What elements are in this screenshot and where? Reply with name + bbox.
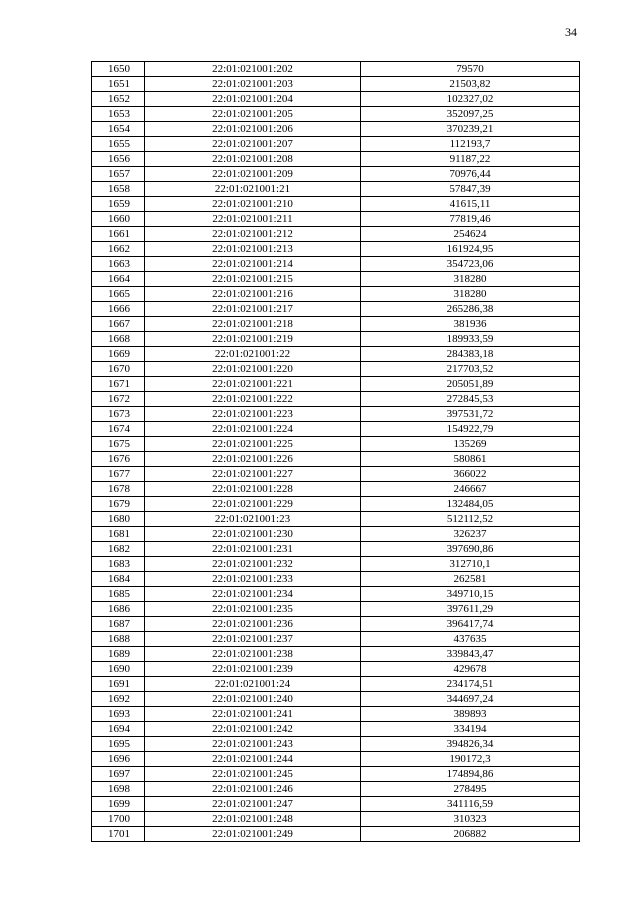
table-row — [92, 512, 580, 527]
row-number-cell: 1694 — [92, 722, 145, 737]
value-cell: 79570 — [361, 62, 580, 77]
row-number-cell: 1692 — [92, 692, 145, 707]
value-cell: 265286,38 — [361, 302, 580, 317]
value-cell: 349710,15 — [361, 587, 580, 602]
row-number-cell: 1658 — [92, 182, 145, 197]
row-number-cell: 1653 — [92, 107, 145, 122]
table-row — [92, 302, 580, 317]
table-row — [92, 377, 580, 392]
table-row — [92, 167, 580, 182]
table-row — [92, 647, 580, 662]
table-row — [92, 287, 580, 302]
cadastral-number-cell: 22:01:021001:219 — [145, 332, 361, 347]
value-cell: 174894,86 — [361, 767, 580, 782]
cadastral-number-cell: 22:01:021001:235 — [145, 602, 361, 617]
value-cell: 397690,86 — [361, 542, 580, 557]
table-row — [92, 812, 580, 827]
table-row — [92, 737, 580, 752]
table-row — [92, 227, 580, 242]
value-cell: 318280 — [361, 287, 580, 302]
table-row — [92, 467, 580, 482]
cadastral-table — [91, 61, 580, 842]
value-cell: 389893 — [361, 707, 580, 722]
table-row — [92, 632, 580, 647]
value-cell: 580861 — [361, 452, 580, 467]
row-number-cell: 1671 — [92, 377, 145, 392]
cadastral-number-cell: 22:01:021001:222 — [145, 392, 361, 407]
row-number-cell: 1690 — [92, 662, 145, 677]
table-row — [92, 782, 580, 797]
table-row — [92, 392, 580, 407]
row-number-cell: 1679 — [92, 497, 145, 512]
row-number-cell: 1686 — [92, 602, 145, 617]
row-number-cell: 1666 — [92, 302, 145, 317]
value-cell: 381936 — [361, 317, 580, 332]
table-row — [92, 617, 580, 632]
table-row — [92, 452, 580, 467]
table-row — [92, 332, 580, 347]
row-number-cell: 1699 — [92, 797, 145, 812]
table-row — [92, 407, 580, 422]
cadastral-number-cell: 22:01:021001:239 — [145, 662, 361, 677]
cadastral-number-cell: 22:01:021001:245 — [145, 767, 361, 782]
cadastral-number-cell: 22:01:021001:216 — [145, 287, 361, 302]
row-number-cell: 1650 — [92, 62, 145, 77]
value-cell: 205051,89 — [361, 377, 580, 392]
table-body — [92, 62, 580, 842]
table-row — [92, 272, 580, 287]
cadastral-number-cell: 22:01:021001:205 — [145, 107, 361, 122]
cadastral-number-cell: 22:01:021001:215 — [145, 272, 361, 287]
table-row — [92, 677, 580, 692]
cadastral-number-cell: 22:01:021001:213 — [145, 242, 361, 257]
cadastral-number-cell: 22:01:021001:208 — [145, 152, 361, 167]
table-row — [92, 707, 580, 722]
table-row — [92, 767, 580, 782]
row-number-cell: 1698 — [92, 782, 145, 797]
page-number: 34 — [565, 25, 577, 39]
cadastral-number-cell: 22:01:021001:207 — [145, 137, 361, 152]
table-row — [92, 602, 580, 617]
cadastral-number-cell: 22:01:021001:242 — [145, 722, 361, 737]
row-number-cell: 1684 — [92, 572, 145, 587]
row-number-cell: 1669 — [92, 347, 145, 362]
row-number-cell: 1662 — [92, 242, 145, 257]
table-row — [92, 572, 580, 587]
table-row — [92, 527, 580, 542]
table-row — [92, 242, 580, 257]
value-cell: 70976,44 — [361, 167, 580, 182]
cadastral-number-cell: 22:01:021001:203 — [145, 77, 361, 92]
row-number-cell: 1654 — [92, 122, 145, 137]
cadastral-number-cell: 22:01:021001:233 — [145, 572, 361, 587]
row-number-cell: 1657 — [92, 167, 145, 182]
value-cell: 77819,46 — [361, 212, 580, 227]
row-number-cell: 1676 — [92, 452, 145, 467]
cadastral-number-cell: 22:01:021001:228 — [145, 482, 361, 497]
table-row — [92, 77, 580, 92]
value-cell: 334194 — [361, 722, 580, 737]
value-cell: 217703,52 — [361, 362, 580, 377]
table-row — [92, 437, 580, 452]
cadastral-number-cell: 22:01:021001:234 — [145, 587, 361, 602]
row-number-cell: 1668 — [92, 332, 145, 347]
row-number-cell: 1660 — [92, 212, 145, 227]
value-cell: 339843,47 — [361, 647, 580, 662]
table-row — [92, 752, 580, 767]
table-row — [92, 557, 580, 572]
row-number-cell: 1672 — [92, 392, 145, 407]
value-cell: 57847,39 — [361, 182, 580, 197]
value-cell: 262581 — [361, 572, 580, 587]
value-cell: 429678 — [361, 662, 580, 677]
row-number-cell: 1682 — [92, 542, 145, 557]
value-cell: 370239,21 — [361, 122, 580, 137]
cadastral-number-cell: 22:01:021001:246 — [145, 782, 361, 797]
row-number-cell: 1675 — [92, 437, 145, 452]
cadastral-number-cell: 22:01:021001:220 — [145, 362, 361, 377]
value-cell: 272845,53 — [361, 392, 580, 407]
table-row — [92, 347, 580, 362]
cadastral-number-cell: 22:01:021001:218 — [145, 317, 361, 332]
table-row — [92, 152, 580, 167]
value-cell: 394826,34 — [361, 737, 580, 752]
table-row — [92, 212, 580, 227]
table-row — [92, 257, 580, 272]
cadastral-number-cell: 22:01:021001:24 — [145, 677, 361, 692]
value-cell: 312710,1 — [361, 557, 580, 572]
cadastral-number-cell: 22:01:021001:247 — [145, 797, 361, 812]
value-cell: 278495 — [361, 782, 580, 797]
cadastral-number-cell: 22:01:021001:243 — [145, 737, 361, 752]
cadastral-number-cell: 22:01:021001:211 — [145, 212, 361, 227]
value-cell: 234174,51 — [361, 677, 580, 692]
table-row — [92, 587, 580, 602]
row-number-cell: 1701 — [92, 827, 145, 842]
cadastral-number-cell: 22:01:021001:214 — [145, 257, 361, 272]
cadastral-number-cell: 22:01:021001:248 — [145, 812, 361, 827]
table-row — [92, 62, 580, 77]
value-cell: 154922,79 — [361, 422, 580, 437]
cadastral-number-cell: 22:01:021001:202 — [145, 62, 361, 77]
row-number-cell: 1691 — [92, 677, 145, 692]
row-number-cell: 1697 — [92, 767, 145, 782]
row-number-cell: 1677 — [92, 467, 145, 482]
row-number-cell: 1680 — [92, 512, 145, 527]
value-cell: 284383,18 — [361, 347, 580, 362]
cadastral-number-cell: 22:01:021001:21 — [145, 182, 361, 197]
row-number-cell: 1673 — [92, 407, 145, 422]
row-number-cell: 1695 — [92, 737, 145, 752]
cadastral-number-cell: 22:01:021001:238 — [145, 647, 361, 662]
row-number-cell: 1674 — [92, 422, 145, 437]
cadastral-number-cell: 22:01:021001:221 — [145, 377, 361, 392]
cadastral-number-cell: 22:01:021001:249 — [145, 827, 361, 842]
cadastral-number-cell: 22:01:021001:236 — [145, 617, 361, 632]
table-row — [92, 497, 580, 512]
row-number-cell: 1664 — [92, 272, 145, 287]
value-cell: 318280 — [361, 272, 580, 287]
value-cell: 189933,59 — [361, 332, 580, 347]
row-number-cell: 1685 — [92, 587, 145, 602]
value-cell: 397611,29 — [361, 602, 580, 617]
value-cell: 437635 — [361, 632, 580, 647]
row-number-cell: 1659 — [92, 197, 145, 212]
value-cell: 161924,95 — [361, 242, 580, 257]
row-number-cell: 1651 — [92, 77, 145, 92]
row-number-cell: 1661 — [92, 227, 145, 242]
table-row — [92, 422, 580, 437]
row-number-cell: 1678 — [92, 482, 145, 497]
cadastral-number-cell: 22:01:021001:226 — [145, 452, 361, 467]
row-number-cell: 1688 — [92, 632, 145, 647]
value-cell: 41615,11 — [361, 197, 580, 212]
row-number-cell: 1656 — [92, 152, 145, 167]
table-row — [92, 827, 580, 842]
row-number-cell: 1683 — [92, 557, 145, 572]
table-row — [92, 692, 580, 707]
cadastral-number-cell: 22:01:021001:223 — [145, 407, 361, 422]
cadastral-number-cell: 22:01:021001:206 — [145, 122, 361, 137]
row-number-cell: 1696 — [92, 752, 145, 767]
value-cell: 246667 — [361, 482, 580, 497]
value-cell: 396417,74 — [361, 617, 580, 632]
value-cell: 132484,05 — [361, 497, 580, 512]
row-number-cell: 1670 — [92, 362, 145, 377]
value-cell: 190172,3 — [361, 752, 580, 767]
cadastral-number-cell: 22:01:021001:23 — [145, 512, 361, 527]
table-row — [92, 797, 580, 812]
value-cell: 112193,7 — [361, 137, 580, 152]
cadastral-number-cell: 22:01:021001:229 — [145, 497, 361, 512]
cadastral-number-cell: 22:01:021001:231 — [145, 542, 361, 557]
value-cell: 135269 — [361, 437, 580, 452]
table-row — [92, 317, 580, 332]
cadastral-number-cell: 22:01:021001:217 — [145, 302, 361, 317]
value-cell: 341116,59 — [361, 797, 580, 812]
cadastral-number-cell: 22:01:021001:241 — [145, 707, 361, 722]
cadastral-number-cell: 22:01:021001:232 — [145, 557, 361, 572]
cadastral-number-cell: 22:01:021001:240 — [145, 692, 361, 707]
cadastral-number-cell: 22:01:021001:224 — [145, 422, 361, 437]
table-row — [92, 482, 580, 497]
cadastral-number-cell: 22:01:021001:230 — [145, 527, 361, 542]
row-number-cell: 1663 — [92, 257, 145, 272]
cadastral-number-cell: 22:01:021001:227 — [145, 467, 361, 482]
table-row — [92, 662, 580, 677]
cadastral-number-cell: 22:01:021001:210 — [145, 197, 361, 212]
value-cell: 326237 — [361, 527, 580, 542]
table-row — [92, 197, 580, 212]
row-number-cell: 1665 — [92, 287, 145, 302]
table-row — [92, 107, 580, 122]
row-number-cell: 1700 — [92, 812, 145, 827]
cadastral-number-cell: 22:01:021001:209 — [145, 167, 361, 182]
value-cell: 397531,72 — [361, 407, 580, 422]
row-number-cell: 1693 — [92, 707, 145, 722]
cadastral-number-cell: 22:01:021001:204 — [145, 92, 361, 107]
value-cell: 21503,82 — [361, 77, 580, 92]
value-cell: 352097,25 — [361, 107, 580, 122]
value-cell: 102327,02 — [361, 92, 580, 107]
row-number-cell: 1667 — [92, 317, 145, 332]
table-row — [92, 542, 580, 557]
value-cell: 91187,22 — [361, 152, 580, 167]
cadastral-number-cell: 22:01:021001:225 — [145, 437, 361, 452]
table-row — [92, 137, 580, 152]
table-row — [92, 182, 580, 197]
row-number-cell: 1655 — [92, 137, 145, 152]
value-cell: 344697,24 — [361, 692, 580, 707]
table-row — [92, 92, 580, 107]
row-number-cell: 1687 — [92, 617, 145, 632]
cadastral-number-cell: 22:01:021001:22 — [145, 347, 361, 362]
value-cell: 366022 — [361, 467, 580, 482]
value-cell: 254624 — [361, 227, 580, 242]
value-cell: 354723,06 — [361, 257, 580, 272]
row-number-cell: 1681 — [92, 527, 145, 542]
table-row — [92, 362, 580, 377]
row-number-cell: 1689 — [92, 647, 145, 662]
row-number-cell: 1652 — [92, 92, 145, 107]
value-cell: 310323 — [361, 812, 580, 827]
table-row — [92, 122, 580, 137]
cadastral-number-cell: 22:01:021001:244 — [145, 752, 361, 767]
value-cell: 206882 — [361, 827, 580, 842]
cadastral-number-cell: 22:01:021001:237 — [145, 632, 361, 647]
table-row — [92, 722, 580, 737]
cadastral-number-cell: 22:01:021001:212 — [145, 227, 361, 242]
value-cell: 512112,52 — [361, 512, 580, 527]
